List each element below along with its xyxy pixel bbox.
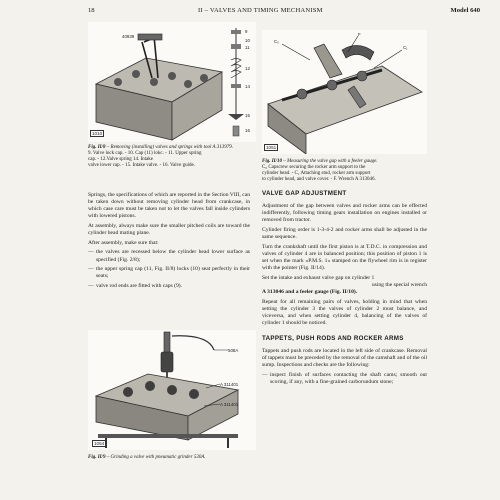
callout-16: 16 bbox=[245, 128, 250, 133]
list-item: — inspect finish of surfaces contacting the shaft cams; smooth out scoring, if any, with a fine-grained carborundum stone; bbox=[262, 371, 427, 386]
figure-tag: 1051 bbox=[266, 145, 277, 150]
callout-a311401: A 311401 bbox=[220, 382, 239, 387]
caption-legend-line: valve lower cap. - 15. Intake valve. - 16. Valve guide. bbox=[88, 163, 195, 168]
heading-valve-gap: VALVE GAP ADJUSTMENT bbox=[262, 190, 347, 197]
callout-11: 11 bbox=[245, 45, 250, 50]
callout-40939: 40939 bbox=[122, 34, 135, 39]
model-label: Model 640 bbox=[450, 7, 480, 14]
callout-f: F bbox=[358, 32, 361, 37]
list-item: — the valves are recessed below the cylinder head lower surface as specified (Fig. 2/8); bbox=[88, 249, 250, 263]
paragraph-gap-5: Repeat for all remaining pairs of valves, holding in mind that when setting the cylinder 3 the valves of cylinder 2 must balance, and viceversa, and when setting cylinder 4, balancing of the valves of cylinder 1 should be noticed. bbox=[262, 298, 427, 326]
paragraph-after-assembly: After assembly, make sure that: bbox=[88, 239, 159, 246]
figure-valve-grinding bbox=[88, 330, 256, 450]
paragraph-springs: Springs, the specifications of which are reported in the Section VIII, can be taken down without removing cylinder head from crankcase, in which case care must be taken not to let the valves fall inside cylinders with lowered pistons. bbox=[88, 192, 250, 220]
callout-9: 9 bbox=[245, 29, 248, 34]
caption-fig-ii-10 bbox=[262, 159, 430, 183]
caption-number: Fig. II/8 bbox=[88, 145, 106, 150]
caption-title: – Grinding a valve with pneumatic grinder 530A. bbox=[105, 455, 206, 460]
callout-14: 14 bbox=[245, 84, 250, 89]
caption-fig-ii-9 bbox=[88, 455, 256, 461]
caption-title: – Measuring the valve gap with a feeler gauge. bbox=[282, 159, 378, 164]
list-item: — valve rod ends are fitted with caps (9). bbox=[88, 283, 183, 289]
page-header bbox=[88, 7, 480, 17]
callout-508a: 508A bbox=[228, 348, 239, 353]
figure-valve-gap bbox=[262, 30, 427, 154]
chapter-title: II – VALVES AND TIMING MECHANISM bbox=[198, 7, 323, 14]
paragraph-gap-4a: Set the intake and exhaust valve gap on cylinder 1 bbox=[262, 274, 375, 281]
caption-legend-line: to cylinder head, and valve cover. - F. Wrench A 313046. bbox=[262, 177, 376, 182]
callout-12: 12 bbox=[245, 66, 250, 71]
page-number: 18 bbox=[88, 7, 95, 14]
callout-c0: C₀ bbox=[274, 39, 279, 44]
caption-legend-line: 9. Valve lock cap. - 10. Cap (11) lokc. - 11. Upper spring bbox=[88, 151, 202, 156]
callout-c1: C₁ bbox=[403, 45, 408, 50]
valve-removal-illustration bbox=[88, 22, 256, 142]
heading-tappets: TAPPETS, PUSH RODS AND ROCKER ARMS bbox=[262, 334, 404, 342]
caption-legend-line: cylinder head. - C₁ Attaching stud, rocker arm support bbox=[262, 171, 371, 176]
paragraph-gap-4b: using the special wrench bbox=[371, 281, 427, 288]
figure-tag: 1064 bbox=[94, 441, 105, 446]
figure-tag: 1010 bbox=[92, 131, 103, 136]
paragraph-gap-4c: A 313046 and a feeler gauge (Fig. II/10). bbox=[262, 288, 358, 295]
callout-10: 10 bbox=[245, 38, 250, 43]
callout-a311401: A 311401 bbox=[220, 402, 239, 407]
caption-legend-line: cap. - 12.Valve spring 14. Intake bbox=[88, 157, 153, 162]
figure-valve-removal bbox=[88, 22, 256, 142]
paragraph-gap-2: Cylinder firing order is 1-3-4-2 and rocker arms shall be adjusted in the same sequence. bbox=[262, 226, 427, 241]
right-text-column bbox=[262, 186, 427, 389]
caption-number: Fig. II/10 bbox=[262, 159, 283, 164]
caption-title: – Removing (installing) valves and springs with tool A 313979. bbox=[105, 145, 233, 150]
caption-fig-ii-8 bbox=[88, 145, 256, 169]
list-item: — the upper spring cap (11, Fig. II/8) locks (10) seat perfectly in their seats; bbox=[88, 266, 250, 280]
caption-number: Fig. II/9 bbox=[88, 455, 106, 460]
valve-grinding-illustration bbox=[88, 330, 256, 450]
left-text-column bbox=[88, 192, 250, 293]
callout-15: 15 bbox=[245, 113, 250, 118]
paragraph-gap-1: Adjustment of the gap between valves and rocker arms can be effected indifferently, following timing gears installation on engines installed or removed from tractor. bbox=[262, 203, 427, 224]
paragraph-assembly: At assembly, always make sure the smaller pitched coils are toward the cylinder head mating plane. bbox=[88, 222, 250, 237]
paragraph-gap-3: Turn the crankshaft until the first piston is at T.D.C. in compression and valves of cylinder 4 are in balanced position; this position of piston 1 is set when the mark «P.M.S. 1» stamped on the flywheel rim is in register with the pointer (Fig. II/14). bbox=[262, 243, 427, 272]
paragraph-tappets-1: Tappets and push rods are located in the left side of crankcase. Removal of tappets must be preceded by the removal of the camshaft and of the oil sump. Inspections and checks are the following: bbox=[262, 348, 427, 369]
valve-gap-illustration bbox=[262, 30, 427, 154]
caption-legend-line: C₀ Capscrew securing the rocker arm support to the bbox=[262, 165, 366, 170]
